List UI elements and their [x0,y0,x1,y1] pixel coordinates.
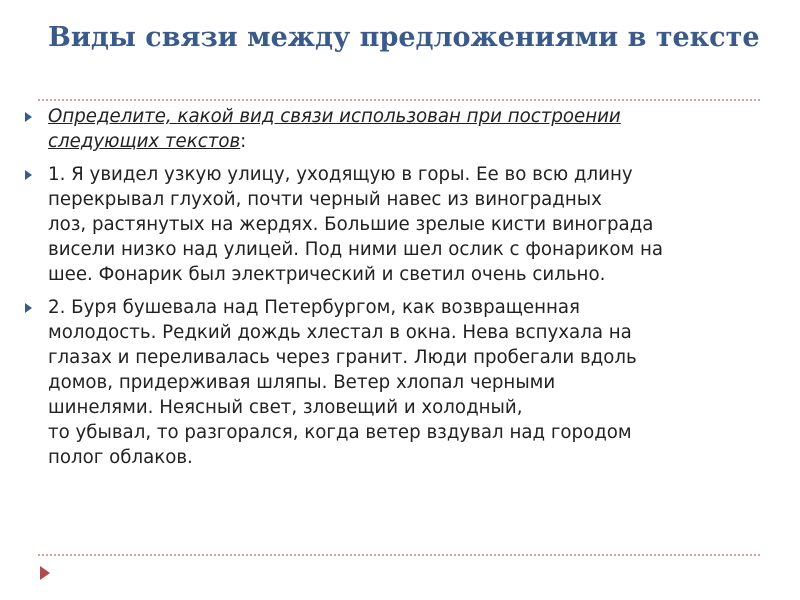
text-line: домов, придерживая шляпы. Ветер хлопал черными [48,372,556,393]
text-line: то убывал, то разгорался, когда ветер вздувал над городом [48,422,632,443]
bullet-arrow-icon [25,170,32,180]
text-line: лоз, растянутых на жердях. Большие зрелые кисти винограда [48,214,654,235]
text-line: молодость. Редкий дождь хлестал в окна. Нева вспухала на [48,322,632,343]
text-line: шинелями. Неясный свет, зловещий и холодный, [48,397,523,418]
text-line: глазах и переливалась через гранит. Люди пробегали вдоль [48,347,637,368]
text-line [48,129,774,154]
text-line: шее. Фонарик был электрический и светил очень сильно. [48,264,606,285]
text-line: полог облаков. [48,447,193,468]
instruction-text: следующих текстов [48,131,241,152]
instruction-colon: : [240,131,247,152]
triangle-arrow-icon[interactable] [40,566,50,580]
slide-title: Виды связи между предложениями в тексте [48,22,760,53]
bullet-item-text-1 [24,162,774,287]
text-line: перекрывал глухой, почти черный навес из виноградных [48,189,602,210]
text-line: 1. Я увидел узкую улицу, уходящую в горы. Ее во всю длину [48,164,633,185]
text-line: 2. Буря бушевала над Петербургом, как возвращенная [48,297,580,318]
bullet-arrow-icon [25,112,32,122]
bullet-arrow-icon [25,303,32,313]
bottom-divider [38,554,760,556]
top-divider [38,99,760,101]
bullet-item-instruction [24,104,774,154]
bullet-item-text-2 [24,295,774,470]
instruction-text: Определите, какой вид связи использован при построении [48,106,621,127]
slide-content [24,104,774,478]
text-line [48,104,774,129]
text-line: висели низко над улицей. Под ними шел ослик с фонариком на [48,239,664,260]
